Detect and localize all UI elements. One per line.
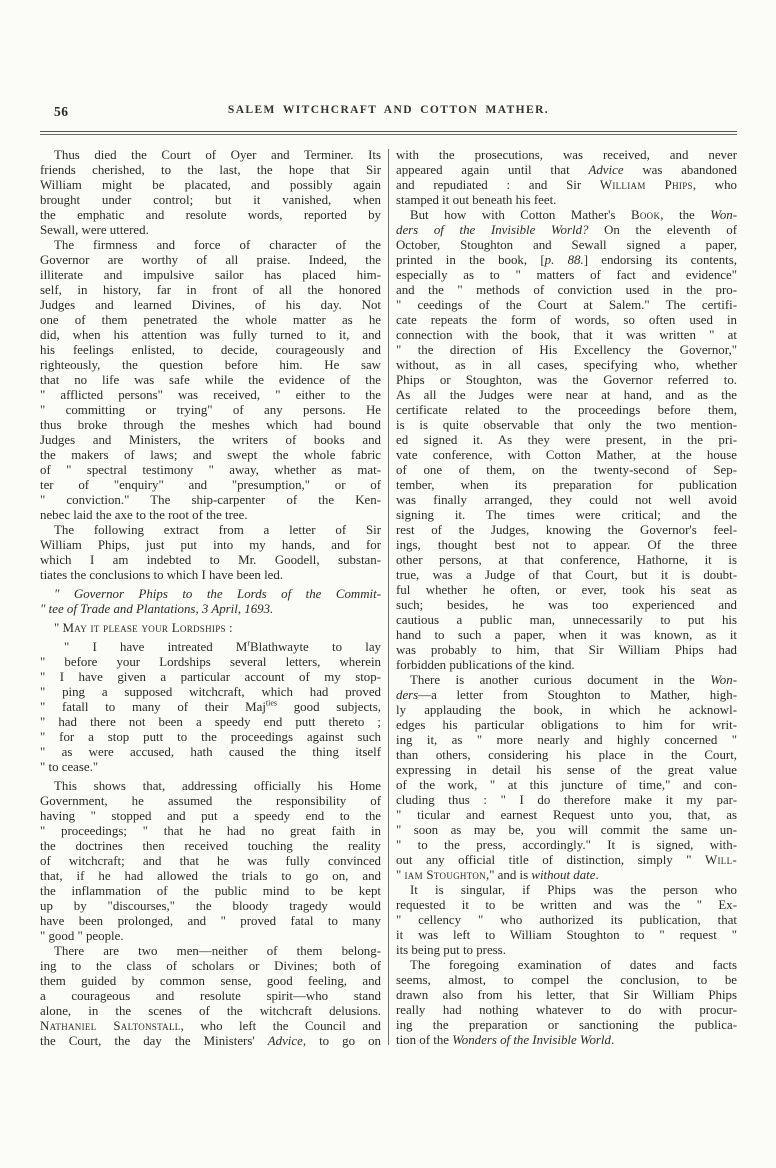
text-line: " May it please your Lordships : xyxy=(54,621,233,635)
text-line: As all the Judges were near at hand, and as the xyxy=(396,388,737,402)
text-line: " conviction." The ship-carpenter of the Ken- xyxy=(40,493,381,507)
text-line: There are two men—neither of them belong- xyxy=(54,944,381,958)
text-line: stamped it out beneath his feet. xyxy=(396,193,557,207)
text-line: There is another curious document in the Won- xyxy=(410,673,737,687)
text-line: It is singular, if Phips was the person who xyxy=(410,883,737,897)
text-line: was probably to him, that Sir William Phips had xyxy=(396,643,737,657)
text-line: expressing in detail his sense of the great value xyxy=(396,763,737,777)
text-line: the emphatic and resolute words, reported by xyxy=(40,208,381,222)
text-line: self, in history, far in front of all the honored xyxy=(40,283,381,297)
text-line: rest of the Judges, knowing the Governor's feel- xyxy=(396,523,737,537)
text-line: edges his particular obligations to him for writ- xyxy=(396,718,737,732)
text-line: Judges and Ministers, the writers of books and xyxy=(40,433,381,447)
text-line: than others, considering his place in the Court, xyxy=(396,748,737,762)
text-line: it was left to William Stoughton to " request " xyxy=(396,928,737,942)
text-line: appeared again until that Advice was abandoned xyxy=(396,163,737,177)
text-line: This shows that, addressing officially his Home xyxy=(54,779,381,793)
text-line: ing to the class of scholars or Divines; both of xyxy=(40,959,381,973)
text-line: one of them penetrated the whole matter as he xyxy=(40,313,381,327)
text-line: and repudiated : and Sir William Phips, who xyxy=(396,178,737,192)
text-line: " the direction of His Excellency the Governor," xyxy=(396,343,737,357)
text-line: did, when his attention was fully turned to it, and xyxy=(40,328,381,342)
page-header xyxy=(40,104,737,120)
text-line: ful whether he often, or ever, took his seat as xyxy=(396,583,737,597)
text-line: tember, when its preparation for publication xyxy=(396,478,737,492)
text-line: was finally arranged, they could not well avoid xyxy=(396,493,737,507)
text-line: requested it to be written and was the " Ex- xyxy=(396,898,737,912)
text-line: out any official title of distinction, simply " Will- xyxy=(396,853,737,867)
text-line: especially as to " matters of fact and evidence" xyxy=(396,268,737,282)
text-line: having " stopped and put a speedy end to the xyxy=(40,809,381,823)
text-line: connection with the book, that it was written " at xyxy=(396,328,737,342)
text-line: " Governor Phips to the Lords of the Commit- xyxy=(54,587,381,601)
text-line: " good " people. xyxy=(40,929,124,943)
text-line: " as were accused, hath caused the thing itself xyxy=(40,745,381,759)
text-line: ing the preparation or sanctioning the publica- xyxy=(396,1018,737,1032)
text-line: brought under control; but it vanished, when xyxy=(40,193,381,207)
text-line: of witchcraft; and that he was fully convinced xyxy=(40,854,381,868)
text-line: Governor are worthy of all praise. Indeed, the xyxy=(40,253,381,267)
text-line: ter of "enquiry" and "presumption," or of xyxy=(40,478,381,492)
text-line: printed in the book, [p. 88.] endorsing its contents, xyxy=(396,253,737,267)
text-line: of one of them, on the twenty-second of Sep- xyxy=(396,463,737,477)
text-line: drawn also from his letter, that Sir William Phips xyxy=(396,988,737,1002)
text-line: its being put to press. xyxy=(396,943,506,957)
text-line: " soon as may be, you will commit the same un- xyxy=(396,823,737,837)
text-line: " to cease." xyxy=(40,760,99,774)
column-right xyxy=(396,148,737,1048)
text-line: that, if he had allowed the trials to go on, and xyxy=(40,869,381,883)
text-line: which I am indebted to Mr. Goodell, substan- xyxy=(40,553,381,567)
text-line: illiterate and impulsive sailor has placed him- xyxy=(40,268,381,282)
column-left xyxy=(40,148,381,1049)
text-line: " fatall to many of their Maj$^{ties}$ good subjects, xyxy=(40,698,381,714)
text-line: tiates the conclusions to which I have been led. xyxy=(40,568,284,582)
text-line: forbidden publications of the kind. xyxy=(396,658,575,672)
text-line: October, Stoughton and Sewall signed a paper, xyxy=(396,238,737,252)
text-line: " I have intreated $M^rBlathwayte$ to lay xyxy=(64,638,381,654)
text-line: The foregoing examination of dates and facts xyxy=(410,958,737,972)
text-line: and the " methods of conviction used in the pro- xyxy=(396,283,737,297)
page-number: 56 xyxy=(54,104,69,119)
text-line: " proceedings; " that he had no great faith in xyxy=(40,824,381,838)
text-line: of " spectral testimony " away, whether as mat- xyxy=(40,463,381,477)
text-line: William might be placated, and possibly again xyxy=(40,178,381,192)
text-line: the inflammation of the public mind to be kept xyxy=(40,884,381,898)
text-columns xyxy=(40,148,737,1049)
text-line: alone, in the scenes of the witchcraft delusions. xyxy=(40,1004,381,1018)
text-line: ed signed it. As they were present, in the pri- xyxy=(396,433,737,447)
text-line: certificate related to the proceedings before them, xyxy=(396,403,737,417)
text-line: " iam Stoughton," and is without date. xyxy=(396,868,599,882)
text-line: thus broke through the meshes which had bound xyxy=(40,418,381,432)
text-line: ders of the Invisible World? On the eleventh of xyxy=(396,223,737,237)
running-header: SALEM WITCHCRAFT AND COTTON MATHER. xyxy=(227,104,550,116)
text-line: seems, almost, to compel the conclusion, to be xyxy=(396,973,737,987)
text-line: Thus died the Court of Oyer and Terminer. Its xyxy=(54,148,381,162)
text-line: the Court, the day the Ministers' Advice, to go on xyxy=(40,1034,381,1048)
text-line: ders—a letter from Stoughton to Mather, high- xyxy=(396,688,737,702)
text-line: of the work, " at this juncture of time," and con- xyxy=(396,778,737,792)
text-line: other persons, at that conference, Hathorne, it is xyxy=(396,553,737,567)
text-line: ly applauding the book, in which he acknowl- xyxy=(396,703,737,717)
text-line: Judges and learned Divines, of his day. Not xyxy=(40,298,381,312)
text-line: " had there not been a speedy end putt thereto ; xyxy=(40,715,381,729)
text-line: Nathaniel Saltonstall, who left the Council and xyxy=(40,1019,381,1033)
text-line: But how with Cotton Mather's Book, the Won- xyxy=(410,208,738,222)
text-line: have been prolonged, and " proved fatal to many xyxy=(40,914,381,928)
text-line: cluding thus : " I do therefore make it my par- xyxy=(396,793,737,807)
text-line: " ping a supposed witchcraft, which had proved xyxy=(40,685,381,699)
text-line: the makers of laws; and swept the whole fabric xyxy=(40,448,381,462)
text-line: " before your Lordships several letters, wherein xyxy=(40,655,381,669)
text-line: righteously, the question before him. He saw xyxy=(40,358,381,372)
text-line: William Phips, just put into my hands, and for xyxy=(40,538,381,552)
text-line: " tee of Trade and Plantations, 3 April, 1693. xyxy=(40,602,274,616)
text-line: hand to such a paper, when it was known, as it xyxy=(396,628,737,642)
text-line: really had nothing whatever to do with procur- xyxy=(396,1003,737,1017)
text-line: his feelings enlisted, to decide, courageously and xyxy=(40,343,381,357)
text-line: The following extract from a letter of Sir xyxy=(54,523,381,537)
text-line: " ticular and earnest Request unto you, that, as xyxy=(396,808,737,822)
text-line: nebec laid the axe to the root of the tree. xyxy=(40,508,248,522)
text-line: Sewall, were uttered. xyxy=(40,223,149,237)
text-line: " to the press, accordingly." It is signed, with- xyxy=(396,838,737,852)
text-line: the doctrines then received touching the reality xyxy=(40,839,381,853)
text-line: " afflicted persons" was received, " either to the xyxy=(40,388,381,402)
text-line: that no life was safe while the evidence of the xyxy=(40,373,381,387)
text-line: with the prosecutions, was received, and never xyxy=(396,148,737,162)
text-line: " ceedings of the Court at Salem." The certifi- xyxy=(396,298,737,312)
text-line: ings, thought best not to appear. Of the three xyxy=(396,538,737,552)
text-line: " for a stop putt to the proceedings against such xyxy=(40,730,381,744)
text-line: cate repeats the form of words, so often used in xyxy=(396,313,737,327)
text-line: cautious a public man, unnecessarily to put his xyxy=(396,613,737,627)
text-line: The firmness and force of character of the xyxy=(54,238,381,252)
text-line: a courageous and resolute spirit—who stand xyxy=(40,989,381,1003)
text-line: tion of the Wonders of the Invisible World. xyxy=(396,1033,615,1047)
text-line: such; besides, he was too experienced and xyxy=(396,598,737,612)
text-line: friends cherished, to the last, the hope that Sir xyxy=(40,163,381,177)
column-divider xyxy=(388,149,389,1045)
text-line: true, was a Judge of that Court, but it is doubt- xyxy=(396,568,737,582)
text-line: Government, he assumed the responsibility of xyxy=(40,794,381,808)
header-rule xyxy=(40,131,737,135)
text-line: " committing or trying" of any persons. He xyxy=(40,403,381,417)
text-line: is is quite observable that only the two mention- xyxy=(396,418,737,432)
text-line: without, as in all cases, specifying who, whether xyxy=(396,358,737,372)
text-line: " cellency " who authorized its publication, that xyxy=(396,913,737,927)
text-line: ing it, as " more nearly and highly concerned " xyxy=(396,733,737,747)
text-line: vate conference, with Cotton Mather, at the house xyxy=(396,448,737,462)
text-line: up by "discourses," the bloody tragedy would xyxy=(40,899,381,913)
text-line: signing it. The times were critical; and the xyxy=(396,508,737,522)
text-line: " I have given a particular account of my stop- xyxy=(40,670,381,684)
text-line: them guided by common sense, good feeling, and xyxy=(40,974,381,988)
text-line: Phips or Stoughton, was the Governor referred to. xyxy=(396,373,737,387)
